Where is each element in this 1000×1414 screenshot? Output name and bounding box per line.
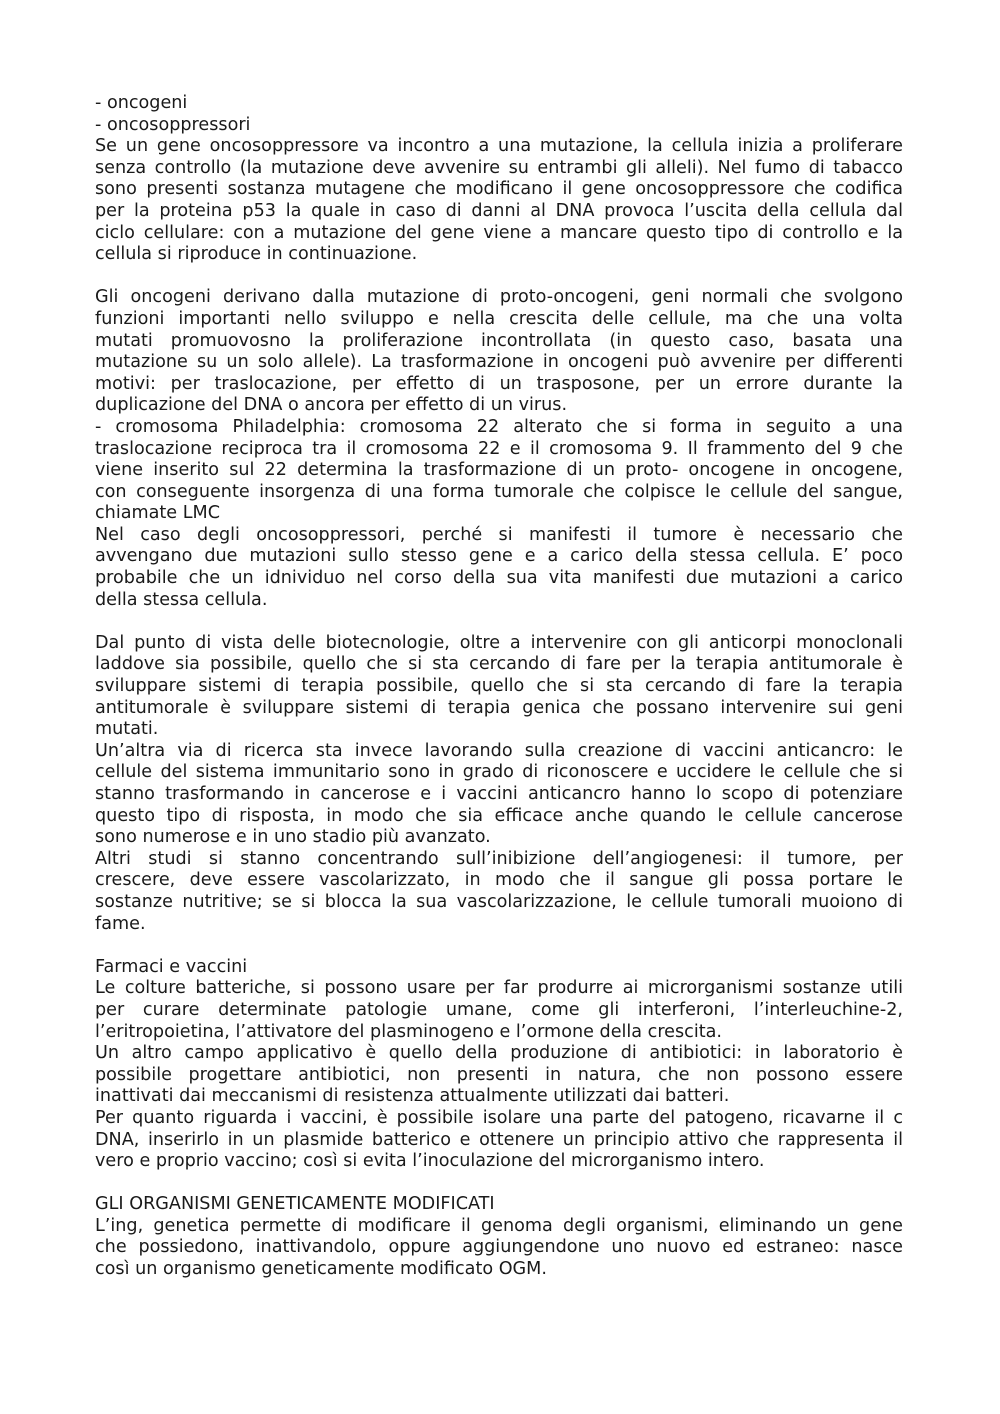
text-line: viene inserito sul 22 determina la trasformazione di un proto- oncogene in oncogene,: [95, 460, 903, 481]
text-block: [95, 957, 903, 1173]
text-line: Per quanto riguarda i vaccini, è possibile isolare una parte del patogeno, ricavarne il c: [95, 1107, 903, 1128]
paragraph-gap: [95, 935, 903, 957]
text-line: con conseguente insorgenza di una forma tumorale che colpisce le cellule del sangue,: [95, 481, 903, 502]
text-line: inattivati dai meccanismi di resistenza attualmente utilizzati dai batteri.: [95, 1086, 730, 1107]
text-line: Le colture batteriche, si possono usare per far produrre ai microrganismi sostanze utili: [95, 978, 903, 999]
text-line: motivi: per traslocazione, per effetto di un trasposone, per un errore durante la: [95, 373, 903, 394]
text-line: Gli oncogeni derivano dalla mutazione di proto-oncogeni, geni normali che svolgono: [95, 287, 903, 308]
text-line: sono presenti sostanza mutagene che modificano il gene oncosoppressore che codifica: [95, 179, 903, 200]
text-line: antitumorale è sviluppare sistemi di terapia genica che possano intervenire sui geni: [95, 697, 903, 718]
paragraph-gap: [95, 1173, 903, 1195]
text-line: Se un gene oncosoppressore va incontro a una mutazione, la cellula inizia a proliferare: [95, 136, 903, 157]
text-line: avvengano due mutazioni sullo stesso gene e a carico della stessa cellula. E’ poco: [95, 546, 903, 567]
text-line: Un’altra via di ricerca sta invece lavorando sulla creazione di vaccini anticancro: le: [95, 740, 903, 761]
text-line: funzioni importanti nello sviluppo e nella crescita delle cellule, ma che una volta: [95, 308, 903, 329]
text-line: sono numerose e in uno stadio più avanzato.: [95, 827, 491, 848]
text-line: cellula si riproduce in continuazione.: [95, 244, 418, 265]
text-line: - oncosoppressori: [95, 114, 251, 135]
text-line: questo tipo di risposta, in modo che sia efficace anche quando le cellule cancerose: [95, 805, 903, 826]
text-block: [95, 1194, 903, 1280]
text-line: Un altro campo applicativo è quello della produzione di antibiotici: in laboratorio è: [95, 1043, 903, 1064]
text-line: vero e proprio vaccino; così si evita l’inoculazione del microrganismo intero.: [95, 1151, 765, 1172]
text-line: per curare determinate patologie umane, come gli interferoni, l’interleuchine-2,: [95, 999, 903, 1020]
text-line: Altri studi si stanno concentrando sull’inibizione dell’angiogenesi: il tumore, per: [95, 848, 903, 869]
text-line: stanno trasformando in cancerose e i vaccini anticancro hanno lo scopo di potenziare: [95, 784, 903, 804]
text-line: sviluppare sistemi di terapia possibile, quello che si sta cercando di fare la terapia: [95, 676, 903, 697]
text-line: Farmaci e vaccini: [95, 956, 248, 977]
text-line: mutazione su un solo allele). La trasformazione in oncogeni può avvenire per differenti: [95, 352, 903, 373]
text-line: fame.: [95, 913, 146, 934]
text-line: mutati.: [95, 719, 159, 740]
text-line: probabile che un idnividuo nel corso della sua vita manifesti due mutazioni a carico: [95, 568, 903, 589]
text-line: così un organismo geneticamente modificato OGM.: [95, 1259, 547, 1280]
text-line: - oncogeni: [95, 93, 188, 113]
text-line: cellule del sistema immunitario sono in grado di riconoscere e uccidere le cellule che si: [95, 762, 903, 783]
text-line: che possiedono, inattivandolo, oppure aggiungendone uno nuovo ed estraneo: nasce: [95, 1237, 903, 1258]
text-block: [95, 633, 903, 935]
text-line: possibile progettare antibiotici, non presenti in natura, che non possono essere: [95, 1064, 903, 1085]
text-line: traslocazione reciproca tra il cromosoma 22 e il cromosoma 9. Il frammento del 9 che: [95, 438, 903, 459]
text-block: [95, 287, 903, 611]
text-line: Dal punto di vista delle biotecnologie, oltre a intervenire con gli anticorpi monoclonali: [95, 632, 903, 653]
text-line: ciclo cellulare: con a mutazione del gene viene a mancare questo tipo di controllo e la: [95, 222, 903, 243]
text-line: crescere, deve essere vascolarizzato, in modo che il sangue gli possa portare le: [95, 870, 903, 891]
text-line: GLI ORGANISMI GENETICAMENTE MODIFICATI: [95, 1194, 495, 1215]
text-line: DNA, inserirlo in un plasmide batterico e ottenere un principio attivo che rappresenta il: [95, 1129, 903, 1150]
text-line: Nel caso degli oncosoppressori, perché si manifesti il tumore è necessario che: [95, 524, 903, 545]
text-line: L’ing, genetica permette di modificare il genoma degli organismi, eliminando un gene: [95, 1215, 903, 1236]
text-line: per la proteina p53 la quale in caso di danni al DNA provoca l’uscita della cellula dal: [95, 200, 903, 221]
text-line: duplicazione del DNA o ancora per effetto di un virus.: [95, 395, 568, 416]
document-page: [95, 93, 903, 1281]
text-line: sostanze nutritive; se si blocca la sua vascolarizzazione, le cellule tumorali muoiono di: [95, 891, 903, 912]
text-line: - cromosoma Philadelphia: cromosoma 22 alterato che si forma in seguito a una: [95, 416, 903, 437]
text-line: mutati promuovosno la proliferazione incontrollata (in questo caso, basata una: [95, 330, 903, 351]
text-line: della stessa cellula.: [95, 589, 268, 610]
paragraph-gap: [95, 266, 903, 288]
text-line: l’eritropoietina, l’attivatore del plasminogeno e l’ormone della crescita.: [95, 1021, 723, 1042]
text-line: laddove sia possibile, quello che si sta cercando di fare per la terapia antitumorale è: [95, 654, 903, 675]
text-line: chiamate LMC: [95, 503, 220, 524]
text-line: senza controllo (la mutazione deve avvenire su entrambi gli alleli). Nel fumo di tabacco: [95, 157, 903, 178]
text-block: [95, 93, 903, 266]
paragraph-gap: [95, 611, 903, 633]
